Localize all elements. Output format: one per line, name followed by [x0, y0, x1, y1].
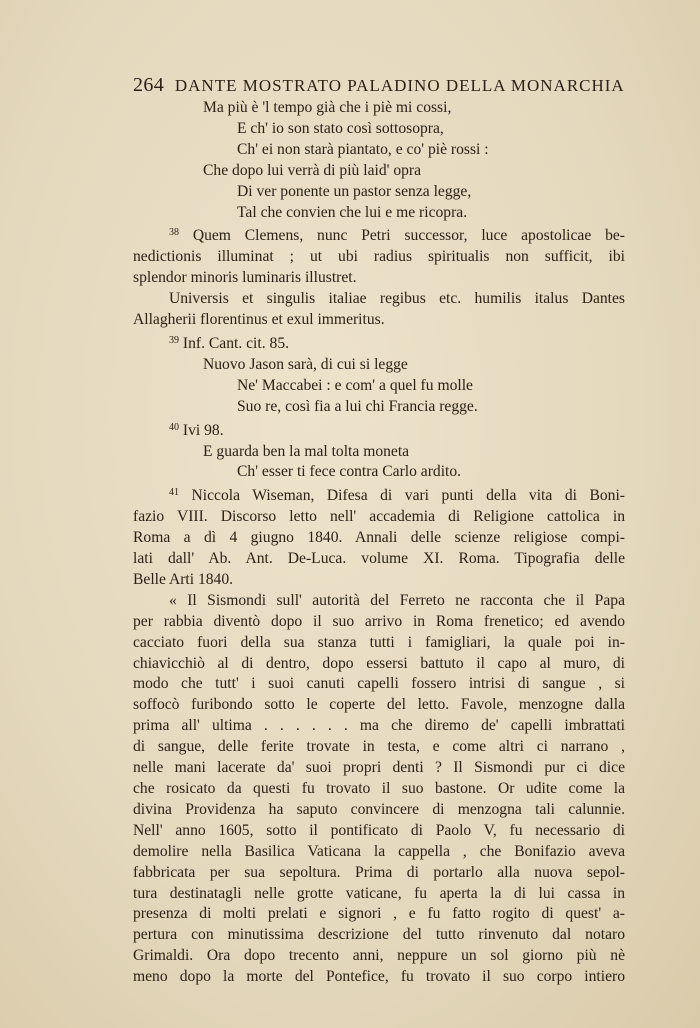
verse-line: Ne' Maccabei : e com' a quel fu molle: [237, 376, 473, 394]
quote-line: di sangue, delle ferite trovate in testa, e come altri ci narrano ,: [133, 738, 625, 756]
verse-line: Ch' ei non starà piantato, e co' piè rossi :: [237, 140, 489, 158]
verse-line: E guarda ben la mal tolta moneta: [203, 442, 410, 460]
quote-line: fabbricata per sua sepoltura. Prima di portarlo alla nuova sepol-: [133, 863, 625, 881]
quote-line: pertura con minutissima descrizione del tutto rinvenuto dal notaro: [133, 926, 625, 944]
note-line: $^{38}$ Quem Clemens, nunc Petri successor, luce apostolicae be-: [169, 227, 625, 245]
footnote-40: [133, 418, 625, 484]
universis-paragraph: [133, 289, 625, 331]
verse-line: Nuovo Jason sarà, di cui si legge: [203, 355, 408, 373]
note-line: $^{41}$ Niccola Wiseman, Difesa di vari punti della vita di Boni-: [169, 487, 625, 505]
note-reference: $^{40}$ Ivi 98.: [169, 421, 224, 439]
verse-line: E ch' io son stato così sottosopra,: [237, 119, 444, 137]
quote-line: divina Providenza ha saputo convincere di menzogna tali calunnie.: [133, 800, 625, 818]
verse-line: Suo re, così fia a lui chi Francia regge.: [237, 397, 478, 415]
quote-line: chiavicchiò al di dentro, dopo essersi battuto il capo al muro, di: [133, 654, 625, 672]
running-header: [133, 74, 625, 97]
verse-line: Ma più è 'l tempo già che i piè mi cossi,: [203, 99, 452, 116]
page-body: [133, 98, 625, 988]
quote-line: « Il Sismondi sull' autorità del Ferreto ne racconta che il Papa: [169, 591, 625, 609]
paragraph-line: Universis et singulis italiae regibus etc. humilis italus Dantes: [169, 290, 625, 308]
quote-line: per rabbia diventò dopo il suo arrivo in Roma frenetico; ed avendo: [133, 612, 625, 630]
quote-line: demolire nella Basilica Vaticana la cappella , che Bonifazio aveva: [133, 842, 625, 860]
quote-line: che rosicato da questi fu trovato il suo bastone. Or udite come la: [133, 780, 625, 797]
note-line: Belle Arti 1840.: [133, 570, 234, 588]
verse-line: Tal che convien che lui e me ricopra.: [237, 203, 468, 221]
note-marker: 40: [169, 421, 179, 433]
quote-line: Grimaldi. Ora dopo trecento anni, neppure un sol giorno più nè: [133, 947, 625, 965]
quote-line: tura destinatagli nelle grotte vaticane, fu aperta la di lui cassa in: [133, 884, 625, 902]
note-reference: $^{39}$ Inf. Cant. cit. 85.: [169, 334, 290, 352]
verse-line: Che dopo lui verrà di più laid' opra: [203, 161, 422, 179]
running-title: DANTE MOSTRATO PALADINO DELLA MONARCHIA: [174, 76, 625, 95]
note-marker: 39: [169, 334, 179, 346]
quote-line: meno dopo la morte del Pontefice, fu trovato il suo corpo intiero: [133, 968, 625, 986]
quote-line: prima all' ultima . . . . . . ma che diremo de' capelli imbrattati: [133, 717, 625, 735]
verse-line: Di ver ponente un pastor senza legge,: [237, 182, 472, 200]
note-line: splendor minoris luminaris illustret.: [133, 269, 357, 287]
quote-paragraph: [133, 591, 625, 988]
verse-line: Ch' esser ti fece contra Carlo ardito.: [237, 463, 462, 481]
page-number: 264: [133, 74, 165, 96]
note-line: lati dall' Ab. Ant. De-Luca. volume XI. Roma. Tipografia delle: [133, 550, 625, 568]
note-marker: 41: [169, 487, 179, 499]
footnote-38: [133, 223, 625, 289]
quote-line: nelle mani lacerate da' suoi propri denti ? Il Sismondi pur ci dice: [133, 759, 625, 777]
footnote-39: [133, 331, 625, 418]
paragraph-line: Allagherii florentinus et exul immeritus.: [133, 311, 385, 329]
note-marker: 38: [169, 227, 179, 239]
quote-line: Nell' anno 1605, sotto il pontificato di Paolo V, fu necessario di: [133, 821, 625, 839]
quote-line: modo che tutt' i suoi canuti capelli fossero intrisi di sangue , si: [133, 675, 625, 693]
note-line: Roma a dì 4 giugno 1840. Annali delle scienze religiose compi-: [133, 529, 625, 547]
verse-block-1: [133, 98, 625, 223]
quote-line: soffocò furibondo sotto le coperte del letto. Favole, menzogne dalla: [133, 696, 625, 714]
quote-line: cacciato fuori della sua stanza tutti i famigliari, la quale poi in-: [133, 633, 625, 651]
quote-line: presenza di molti prelati e signori , e fu fatto rogito di quest' a-: [133, 905, 625, 923]
note-line: fazio VIII. Discorso letto nell' accademia di Religione cattolica in: [133, 508, 625, 526]
note-line: nedictionis illuminat ; ut ubi radius spiritualis non sufficit, ibi: [133, 248, 625, 266]
footnote-41: [133, 483, 625, 591]
